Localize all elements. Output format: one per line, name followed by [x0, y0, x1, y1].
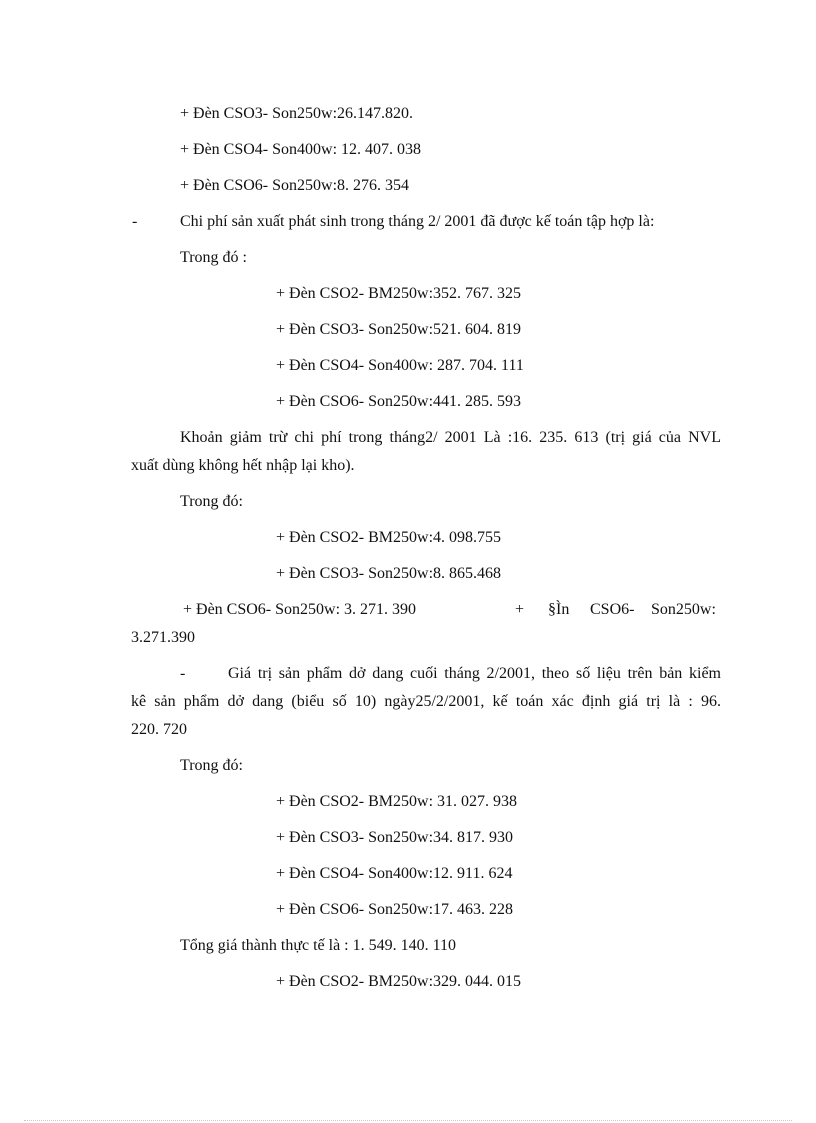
text-line: Giá trị sản phẩm dở dang cuối tháng 2/2001, theo số liệu trên bản kiểm [228, 665, 721, 682]
text-line: + Đèn CSO3- Son250w:34. 817. 930 [276, 829, 514, 846]
text-line: + Đèn CSO4- Son400w: 12. 407. 038 [180, 141, 422, 158]
text-line: + Đèn CSO6- Son250w: 3. 271. 390 [183, 601, 417, 618]
text-line: + Đèn CSO2- BM250w:329. 044. 015 [276, 973, 522, 990]
text-line: Tổng giá thành thực tế là : 1. 549. 140. 110 [180, 937, 457, 954]
text-line: + Đèn CSO2- BM250w:4. 098.755 [276, 529, 502, 546]
text-line: kê sản phẩm dở dang (biểu số 10) ngày25/2/2001, kế toán xác định giá trị là : 96. [131, 693, 721, 710]
text-line: Trong đó : [180, 249, 247, 266]
bullet-dash: - [132, 213, 138, 230]
text-line: + Đèn CSO4- Son400w:12. 911. 624 [276, 865, 513, 882]
text-line: xuất dùng không hết nhập lại kho). [131, 457, 355, 474]
page-bottom-rule [24, 1120, 792, 1121]
bullet-dash: - [180, 665, 186, 682]
text-line: Trong đó: [180, 493, 243, 510]
text-fragment: §Ìn [548, 601, 570, 618]
text-line: 220. 720 [131, 721, 187, 738]
text-fragment: + [515, 601, 525, 618]
text-line: Trong đó: [180, 757, 243, 774]
text-line: + Đèn CSO2- BM250w: 31. 027. 938 [276, 793, 518, 810]
text-line: Chi phí sản xuất phát sinh trong tháng 2/ 2001 đã được kế toán tập hợp là: [180, 213, 655, 230]
text-line: + Đèn CSO6- Son250w:8. 276. 354 [180, 177, 410, 194]
text-line: 3.271.390 [131, 629, 195, 646]
text-line: Khoản giảm trừ chi phí trong tháng2/ 2001 Là :16. 235. 613 (trị giá của NVL [180, 429, 721, 446]
text-line: + Đèn CSO2- BM250w:352. 767. 325 [276, 285, 522, 302]
text-line: + Đèn CSO3- Son250w:26.147.820. [180, 105, 414, 122]
text-line: + Đèn CSO6- Son250w:17. 463. 228 [276, 901, 514, 918]
text-line: + Đèn CSO6- Son250w:441. 285. 593 [276, 393, 522, 410]
text-line: + Đèn CSO3- Son250w:8. 865.468 [276, 565, 502, 582]
text-line: + Đèn CSO3- Son250w:521. 604. 819 [276, 321, 522, 338]
text-line: + Đèn CSO4- Son400w: 287. 704. 111 [276, 357, 524, 374]
text-fragment: CSO6- [590, 601, 635, 618]
text-fragment: Son250w: [651, 601, 716, 618]
